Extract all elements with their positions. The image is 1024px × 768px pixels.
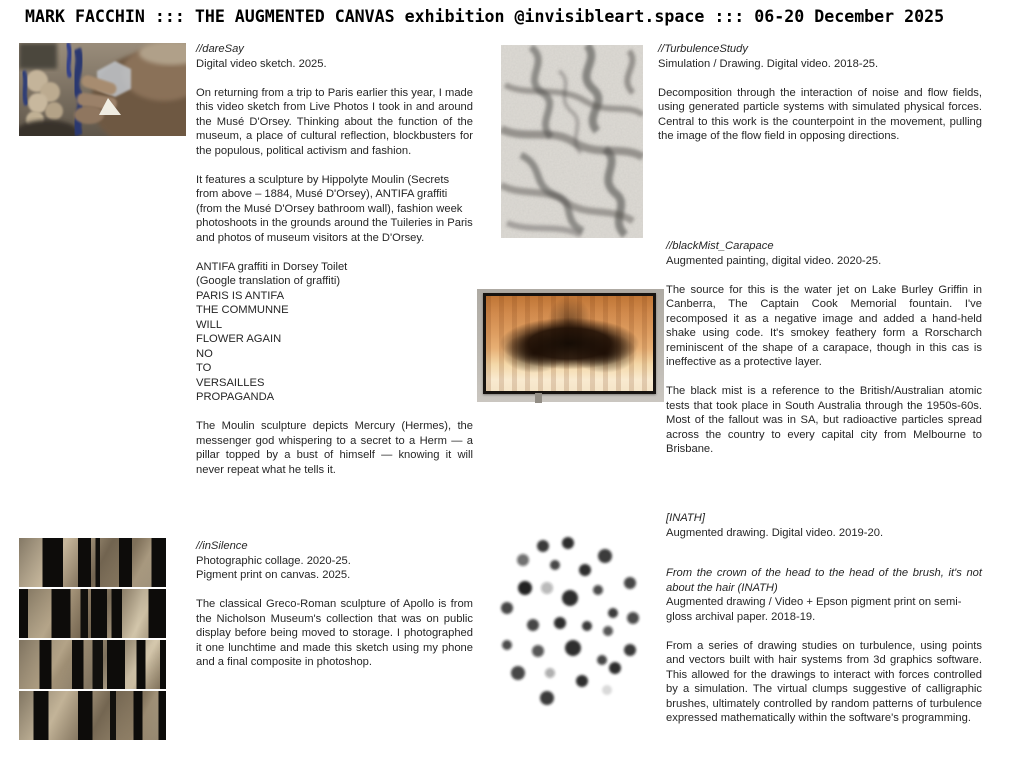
blackmist-para2: The black mist is a reference to the British/Australian atomic tests that took place in South Australia through the 1950s-60s. Most of the fallout was in SA, but radioactive particles spread across the country to every capital city from Melbourne to Brisbane. bbox=[666, 385, 982, 455]
collage-row bbox=[19, 691, 166, 740]
inath-para1: From a series of drawing studies on turbulence, using points and vectors built with hair systems from 3d graphics software. This allowed for the drawings to interact with forces controlled by a simulation. The virtual clumps suggestive of calligraphic brushes, ultimately controlled by random patterns of turbulence expressed mathematically within the software's programming. bbox=[666, 639, 982, 724]
graffiti-line: THE COMMUNNE bbox=[196, 304, 289, 316]
insilence-heading: //inSilence bbox=[196, 540, 248, 552]
turbulence-drawing-illustration bbox=[501, 45, 643, 238]
blackmist-heading: //blackMist_Carapace bbox=[666, 240, 774, 252]
turbulence-artwork-image bbox=[501, 45, 643, 238]
hands-ribbon-illustration bbox=[19, 43, 186, 136]
insilence-section bbox=[196, 539, 473, 670]
tv-screen-mist bbox=[486, 296, 653, 391]
blackmist-subtitle: Augmented painting, digital video. 2020-25. bbox=[666, 254, 882, 267]
inath-work-title: From the crown of the head to the head of the brush, it's not about the hair (INATH) bbox=[666, 567, 982, 594]
insilence-subtitle2: Pigment print on canvas. 2025. bbox=[196, 569, 351, 581]
insilence-subtitle1: Photographic collage. 2020-25. bbox=[196, 554, 351, 567]
daresay-artwork-image bbox=[19, 43, 186, 136]
daresay-para1: On returning from a trip to Paris earlier this year, I made this video sketch from Live Photos I took in and around the Musé D'Orsey. Thinking about the function of the museum, a place of cultural reflection, blockbusters for the populous, political activism and fashion. bbox=[196, 86, 473, 157]
daresay-para2: It features a sculpture by Hippolyte Moulin (Secrets from above – 1884, Musé D'Orsey), ANTIFA graffiti (from the Musé D'Orsey bathroom wall), fashion week photoshoots in the grounds around the Tuileries in Paris and photos of museum visitors at the D'Orsey. bbox=[196, 173, 473, 244]
graffiti-line: PARIS IS ANTIFA bbox=[196, 289, 285, 302]
graffiti-line: VERSAILLES bbox=[196, 376, 265, 389]
graffiti-line: TO bbox=[196, 362, 212, 374]
graffiti-line: ANTIFA graffiti in Dorsey Toilet bbox=[196, 260, 348, 273]
inath-subtitle: Augmented drawing. Digital video. 2019-20. bbox=[666, 526, 884, 539]
turbulence-heading: //TurbulenceStudy bbox=[658, 43, 748, 55]
insilence-para1: The classical Greco-Roman sculpture of Apollo is from the Nicholson Museum's collection that was on public display before being moved to storage. I photographed it one lunchtime and made this sketch using my phone and a final composite in photoshop. bbox=[196, 598, 473, 668]
collage-row bbox=[19, 538, 166, 587]
turbulence-para1: Decomposition through the interaction of noise and flow fields, using generated particle systems with simulated physical forces. Central to this work is the counterpoint in the movement, pulling the image of the flow field in opposing directions. bbox=[658, 86, 982, 142]
graffiti-line: WILL bbox=[196, 318, 223, 331]
daresay-section bbox=[196, 42, 473, 477]
insilence-artwork-image bbox=[19, 538, 166, 742]
graffiti-line: NO bbox=[196, 347, 213, 360]
graffiti-line: FLOWER AGAIN bbox=[196, 333, 282, 345]
daresay-graffiti-block bbox=[196, 260, 473, 405]
graffiti-line: PROPAGANDA bbox=[196, 391, 275, 403]
daresay-subtitle: Digital video sketch. 2025. bbox=[196, 57, 327, 70]
blackmist-artwork-image bbox=[477, 289, 664, 402]
inath-section bbox=[666, 511, 982, 726]
blackmist-para1: The source for this is the water jet on Lake Burley Griffin in Canberra, The Captain Cook Memorial fountain. I've recomposed it as a negative image and added a hand-held shake using code. It's smokey feathery form a Rorscharch reminiscent of the shape of a carapace, though in this cas is ineffective as a protective layer. bbox=[666, 283, 982, 368]
turbulence-section bbox=[658, 42, 982, 144]
tv-cable bbox=[535, 393, 542, 403]
daresay-para3: The Moulin sculpture depicts Mercury (Hermes), the messenger god whispering to a secret to a Herm — a pillar topped by a bust of himself — knowing it will never repeat what he tells it. bbox=[196, 420, 473, 476]
inath-heading: [INATH] bbox=[666, 512, 705, 524]
inath-dots-svg bbox=[495, 528, 655, 718]
blackmist-section bbox=[666, 239, 982, 457]
inath-medium: Augmented drawing / Video + Epson pigment print on semi-gloss archival paper. 2018-19. bbox=[666, 596, 962, 623]
page-title: MARK FACCHIN ::: THE AUGMENTED CANVAS exhibition @invisibleart.space ::: 06-20 December 2025 bbox=[25, 7, 945, 26]
tv-frame bbox=[483, 293, 656, 394]
inath-artwork-image bbox=[495, 528, 655, 718]
daresay-heading: //dareSay bbox=[196, 43, 244, 55]
turbulence-subtitle: Simulation / Drawing. Digital video. 2018-25. bbox=[658, 57, 879, 70]
collage-row bbox=[19, 640, 166, 689]
collage-row bbox=[19, 589, 166, 638]
graffiti-line: (Google translation of graffiti) bbox=[196, 275, 341, 287]
